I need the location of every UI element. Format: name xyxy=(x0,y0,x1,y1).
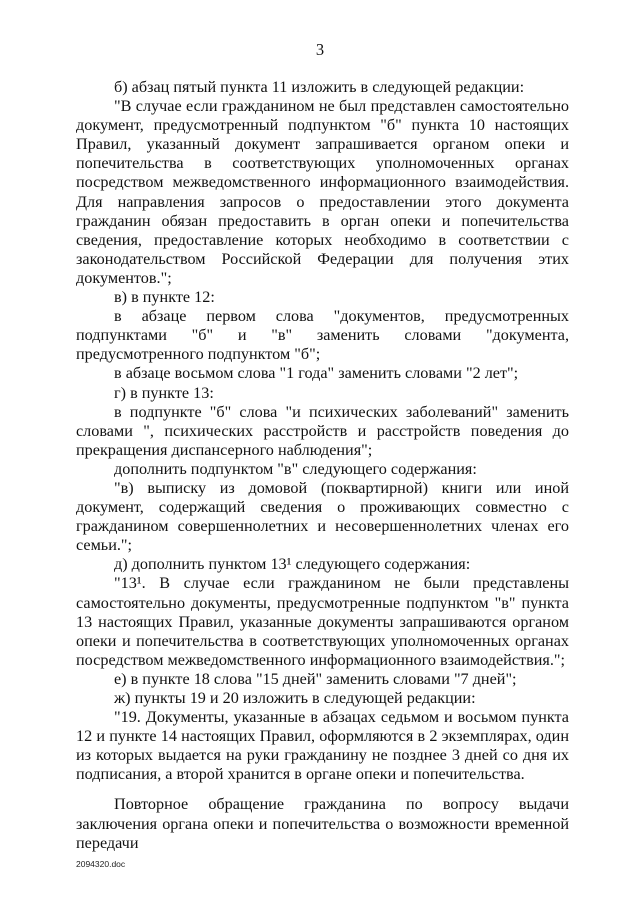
paragraph-b-heading: б) абзац пятый пункта 11 изложить в следующей редакции: xyxy=(114,78,525,96)
paragraph-g-heading: г) в пункте 13: xyxy=(114,383,214,402)
footer-filename: 2094320.doc xyxy=(76,859,126,869)
paragraph-repeat-request: Повторное обращение гражданина по вопросу выдачи заключения органа опеки и попечительства о возможности временной передачи xyxy=(76,795,569,852)
paragraph-19: "19. Документы, указанные в абзацах седьмом и восьмом пункта 12 и пункте 14 настоящих Правил, оформляются в 2 экземплярах, один из которых выдается на руки гражданину не позднее 3 дней со дня их подписания, а второй хранится в органе опеки и попечительства. xyxy=(76,708,569,784)
paragraph-g-subpoint-v: "в) выписку из домовой (поквартирной) книги или иной документ, содержащий сведения о проживающих совместно с гражданином совершеннолетних и несовершеннолетних членах его семьи."; xyxy=(76,478,569,555)
paragraph-b-text: "В случае если гражданином не был представлен самостоятельно документ, предусмотренный подпунктом "б" пункта 10 настоящих Правил, указанный документ запрашивается органом опеки и попечительства в соответствующих уполномоченных органах посредством межведомственного информационного взаимодействия. Для направления запросов о предоставлении этого документа гражданин обязан предоставить в орган опеки и попечительства сведения, предоставление которых необходимо в соответствии с законодательством Российской Федерации для получения этих документов."; xyxy=(76,97,569,287)
paragraph-d-text: "13¹. В случае если гражданином не были представлены самостоятельно документы, предусмотренные подпунктом "в" пункта 13 настоящих Правил, указанные документы запрашиваются органом опеки и попечительства в соответствующих уполномоченных органах посредством межведомственного информационного взаимодействия."; xyxy=(76,574,569,669)
paragraph-v-first: в абзаце первом слова "документов, предусмотренных подпунктами "б" и "в" заменить словами "документа, предусмотренного подпунктом "б"; xyxy=(76,307,569,364)
page-number: 3 xyxy=(315,40,325,59)
paragraph-zh-heading: ж) пункты 19 и 20 изложить в следующей редакции: xyxy=(114,689,476,707)
paragraph-v-heading: в) в пункте 12: xyxy=(114,288,215,307)
document-body xyxy=(76,78,569,853)
paragraph-g-add: дополнить подпунктом "в" следующего содержания: xyxy=(114,459,477,478)
paragraph-v-eighth: в абзаце восьмом слова "1 года" заменить словами "2 лет"; xyxy=(114,364,519,383)
paragraph-e: е) в пункте 18 слова "15 дней" заменить словами "7 дней"; xyxy=(114,669,517,688)
paragraph-g-subpoint-b: в подпункте "б" слова "и психических заболеваний" заменить словами ", психических расстройств и расстройств поведения до прекращения диспансерного наблюдения"; xyxy=(76,402,569,459)
paragraph-d-heading: д) дополнить пунктом 13¹ следующего содержания: xyxy=(114,555,471,574)
